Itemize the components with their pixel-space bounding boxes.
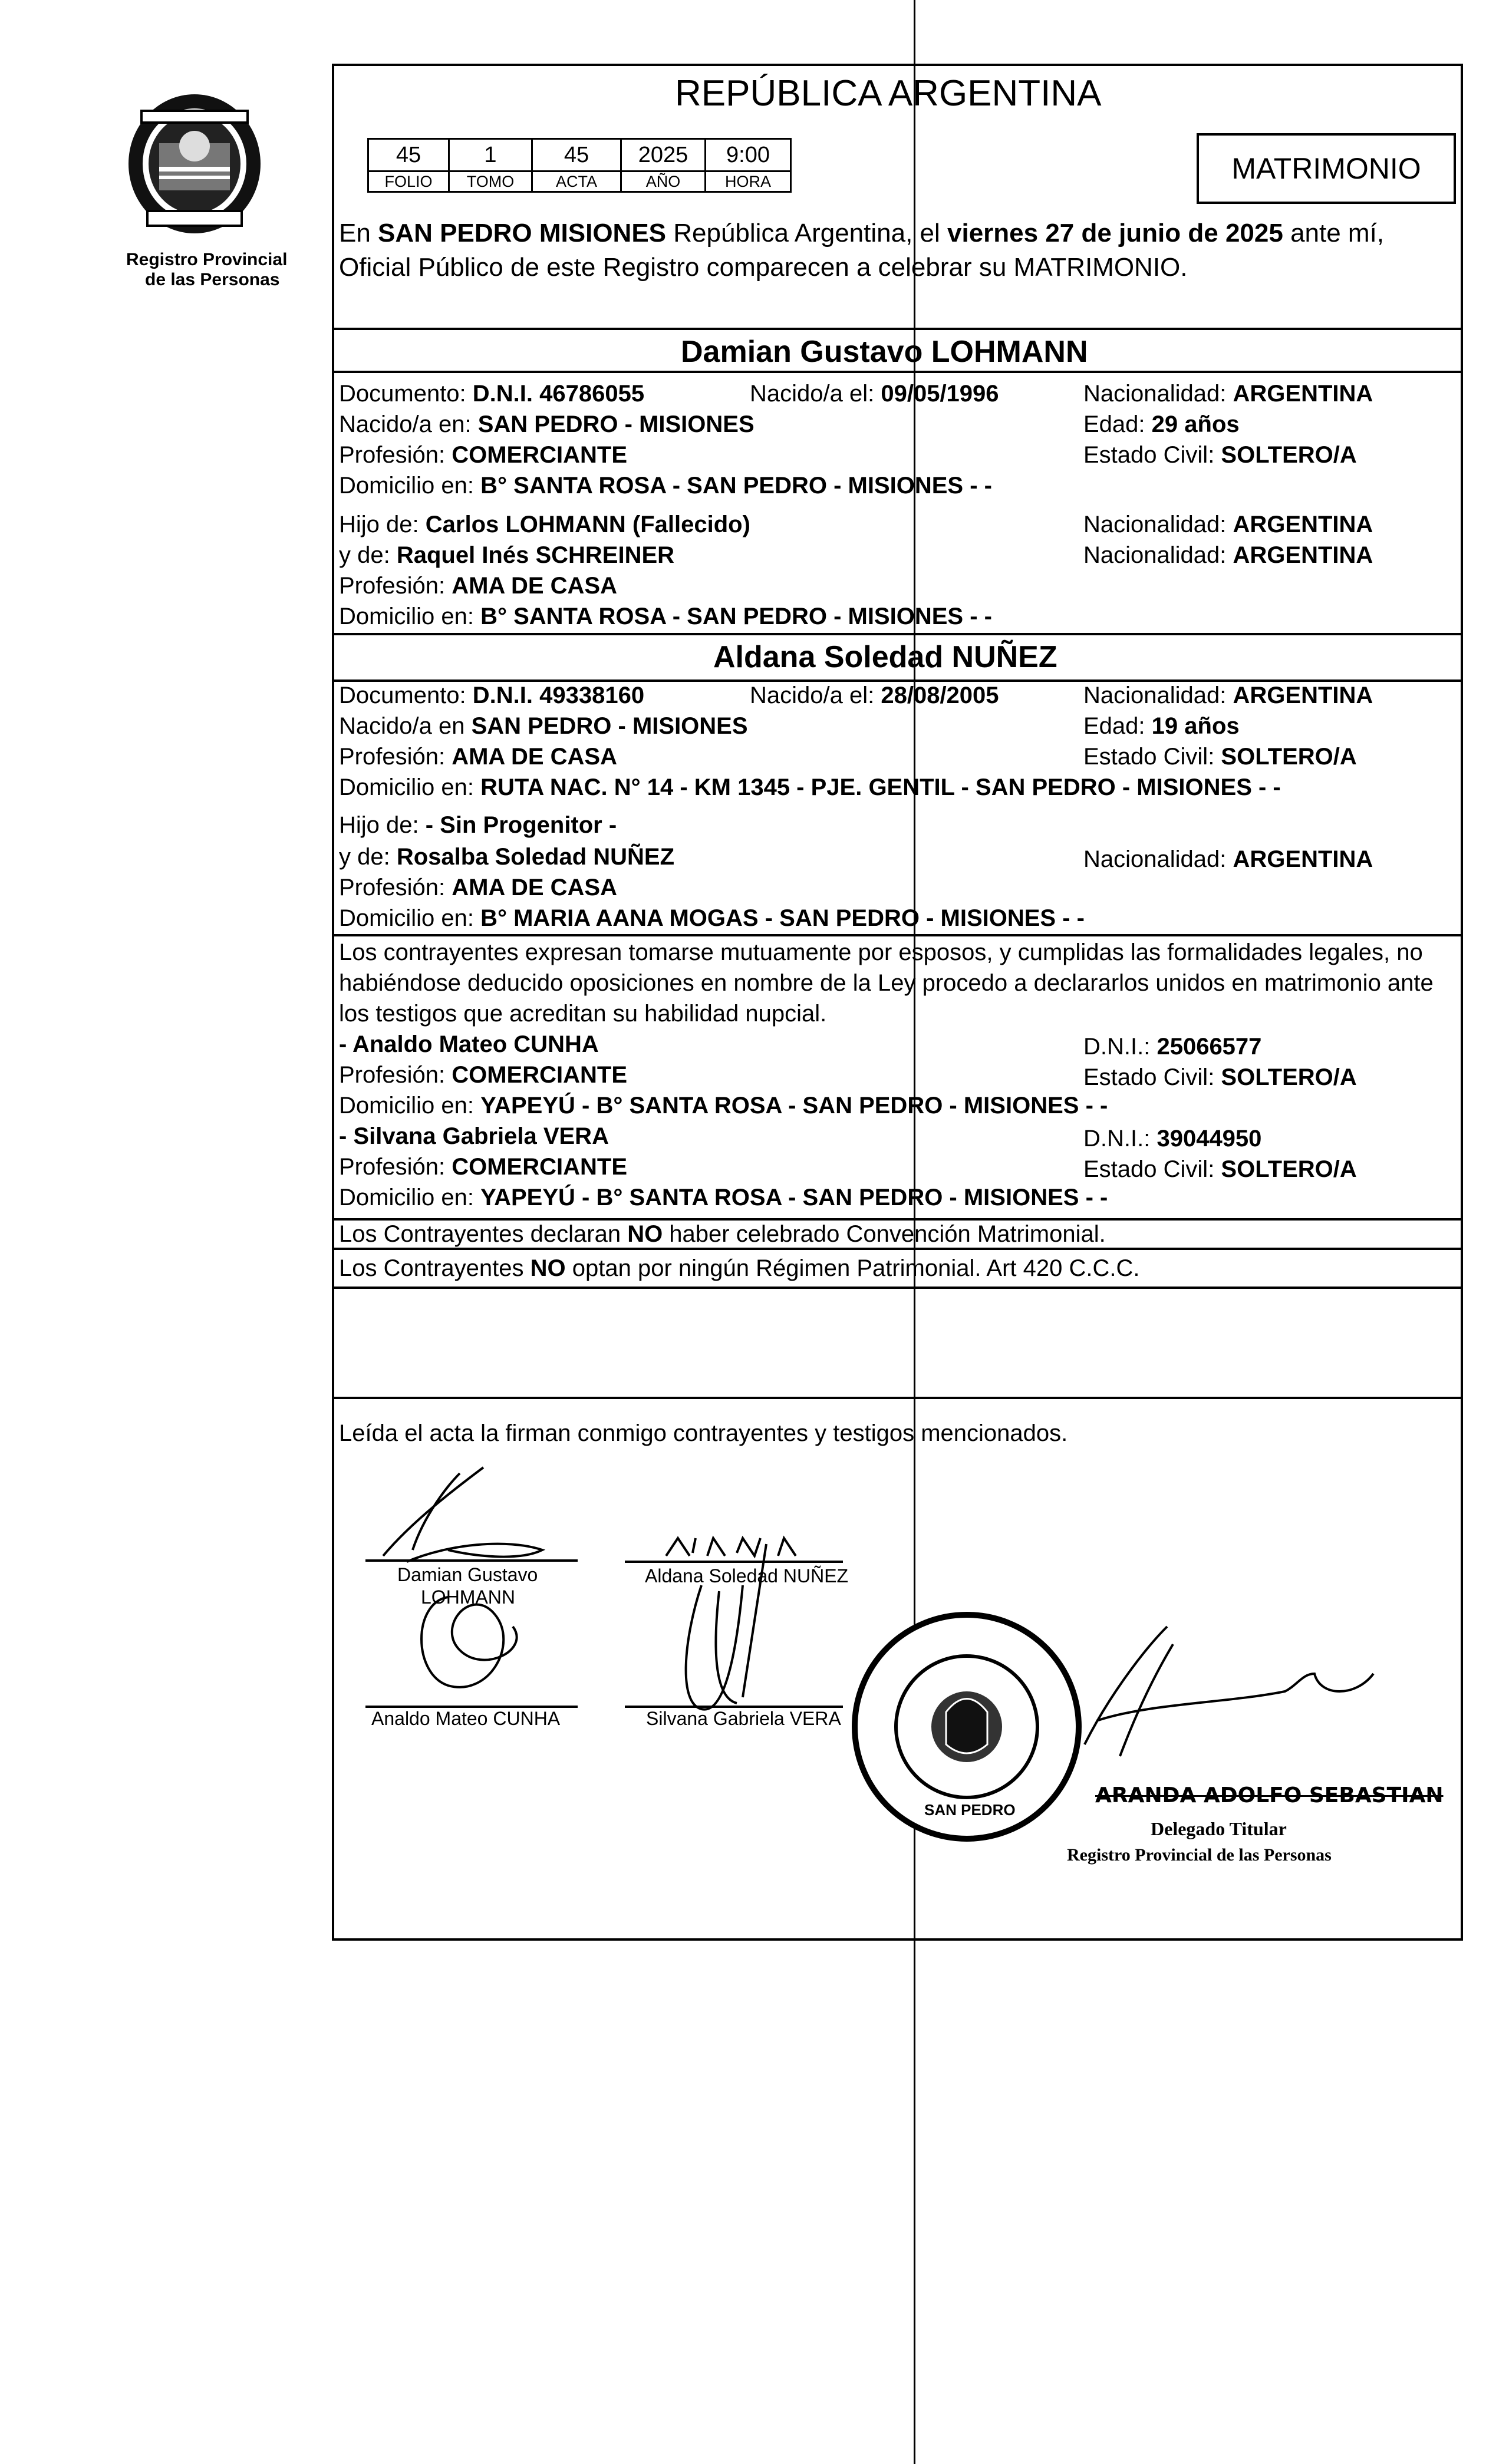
acta-value: 45 [532, 139, 621, 171]
acta-label: ACTA [532, 171, 621, 192]
divider [332, 328, 1463, 330]
ano-label: AÑO [621, 171, 706, 192]
groom-parents-address: Domicilio en: B° SANTA ROSA - SAN PEDRO - MISIONES - - [339, 603, 992, 629]
tomo-value: 1 [449, 139, 532, 171]
groom-father: Hijo de: Carlos LOHMANN (Fallecido) [339, 512, 750, 537]
divider [332, 371, 1463, 373]
bride-birth-date: Nacido/a el: 28/08/2005 [750, 682, 999, 708]
witness-2-address: Domicilio en: YAPEYÚ - B° SANTA ROSA - SAN PEDRO - MISIONES - - [339, 1185, 1108, 1210]
declaration-line-1: Los contrayentes expresan tomarse mutuamente por esposos, y cumplidas las formalidades legales, no [339, 939, 1423, 965]
logo-caption-line1: Registro Provincial [126, 250, 288, 269]
signature-label-groom-line1: Damian Gustavo [397, 1564, 538, 1585]
witness-1-civil-status: Estado Civil: SOLTERO/A [1083, 1064, 1357, 1090]
declaration-line-2: habiéndose deducido oposiciones en nombre de la Ley procedo a declararlos unidos en matrimonio ante [339, 970, 1434, 996]
bride-address: Domicilio en: RUTA NAC. N° 14 - KM 1345 - PJE. GENTIL - SAN PEDRO - MISIONES - - [339, 774, 1281, 800]
bride-age: Edad: 19 años [1083, 713, 1240, 739]
folio-label: FOLIO [368, 171, 449, 192]
folio-value: 45 [368, 139, 449, 171]
groom-birth-date: Nacido/a el: 09/05/1996 [750, 381, 999, 407]
witness-1-profession: Profesión: COMERCIANTE [339, 1062, 627, 1088]
groom-age: Edad: 29 años [1083, 411, 1240, 437]
hora-label: HORA [706, 171, 791, 192]
groom-name: Damian Gustavo LOHMANN [681, 335, 1088, 369]
divider [332, 1397, 1463, 1399]
groom-address: Domicilio en: B° SANTA ROSA - SAN PEDRO - MISIONES - - [339, 473, 992, 499]
witness-2-name: - Silvana Gabriela VERA [339, 1123, 609, 1149]
convention-line-1: Los Contrayentes declaran NO haber celebrado Convención Matrimonial. [339, 1221, 1106, 1247]
declaration-line-3: los testigos que acreditan su habilidad nupcial. [339, 1001, 827, 1027]
bride-nationality: Nacionalidad: ARGENTINA [1083, 682, 1373, 708]
witness-1-name: - Analdo Mateo CUNHA [339, 1031, 599, 1057]
registry-table [367, 138, 792, 193]
groom-civil-status: Estado Civil: SOLTERO/A [1083, 442, 1357, 468]
divider [332, 633, 1463, 635]
signature-label-witness-1: Analdo Mateo CUNHA [371, 1708, 561, 1729]
signature-label-bride: Aldana Soledad NUÑEZ [645, 1565, 849, 1586]
bride-document: Documento: D.N.I. 49338160 [339, 682, 645, 708]
officer-name: ARANDA ADOLFO SEBASTIAN [1095, 1783, 1444, 1807]
groom-mother-nationality: Nacionalidad: ARGENTINA [1083, 542, 1373, 568]
groom-birthplace: Nacido/a en: SAN PEDRO - MISIONES [339, 411, 754, 437]
groom-parents-profession: Profesión: AMA DE CASA [339, 573, 617, 599]
bride-civil-status: Estado Civil: SOLTERO/A [1083, 744, 1357, 770]
bride-father: Hijo de: - Sin Progenitor - [339, 812, 617, 838]
country-title: REPÚBLICA ARGENTINA [675, 73, 1102, 114]
groom-document: Documento: D.N.I. 46786055 [339, 381, 645, 407]
bride-parents-address: Domicilio en: B° MARIA AANA MOGAS - SAN PEDRO - MISIONES - - [339, 905, 1085, 931]
signature-label-groom-line2: LOHMANN [421, 1586, 516, 1608]
divider [332, 1287, 1463, 1289]
hora-value: 9:00 [706, 139, 791, 171]
act-type-box: MATRIMONIO [1197, 133, 1456, 204]
logo-caption-line2: de las Personas [145, 270, 280, 289]
witness-1-address: Domicilio en: YAPEYÚ - B° SANTA ROSA - SAN PEDRO - MISIONES - - [339, 1093, 1108, 1119]
convention-line-2: Los Contrayentes NO optan por ningún Régimen Patrimonial. Art 420 C.C.C. [339, 1255, 1140, 1281]
bride-parents-profession: Profesión: AMA DE CASA [339, 875, 617, 901]
coat-of-arms-icon [118, 87, 271, 240]
groom-profession: Profesión: COMERCIANTE [339, 442, 627, 468]
witness-2-civil-status: Estado Civil: SOLTERO/A [1083, 1156, 1357, 1182]
signature-label-witness-2: Silvana Gabriela VERA [646, 1708, 841, 1729]
bride-profession: Profesión: AMA DE CASA [339, 744, 617, 770]
divider [332, 934, 1463, 936]
groom-mother: y de: Raquel Inés SCHREINER [339, 542, 675, 568]
stamp-center: SAN PEDRO [924, 1801, 1016, 1819]
intro-line-1: En SAN PEDRO MISIONES República Argentina, el viernes 27 de junio de 2025 ante mí, [339, 219, 1385, 248]
registry-logo [118, 87, 271, 240]
intro-line-2: Oficial Público de este Registro comparecen a celebrar su MATRIMONIO. [339, 253, 1188, 282]
tomo-label: TOMO [449, 171, 532, 192]
groom-father-nationality: Nacionalidad: ARGENTINA [1083, 512, 1373, 537]
witness-2-profession: Profesión: COMERCIANTE [339, 1154, 627, 1180]
bride-birthplace: Nacido/a en SAN PEDRO - MISIONES [339, 713, 748, 739]
officer-organization: Registro Provincial de las Personas [1067, 1845, 1332, 1865]
bride-name: Aldana Soledad NUÑEZ [713, 640, 1057, 674]
bride-mother: y de: Rosalba Soledad NUÑEZ [339, 844, 675, 870]
ano-value: 2025 [621, 139, 706, 171]
officer-title: Delegado Titular [1151, 1818, 1287, 1839]
bride-mother-nationality: Nacionalidad: ARGENTINA [1083, 846, 1373, 872]
groom-nationality: Nacionalidad: ARGENTINA [1083, 381, 1373, 407]
witness-2-dni: D.N.I.: 39044950 [1083, 1126, 1262, 1152]
closing-statement: Leída el acta la firman conmigo contrayentes y testigos mencionados. [339, 1420, 1068, 1446]
witness-1-dni: D.N.I.: 25066577 [1083, 1034, 1262, 1060]
